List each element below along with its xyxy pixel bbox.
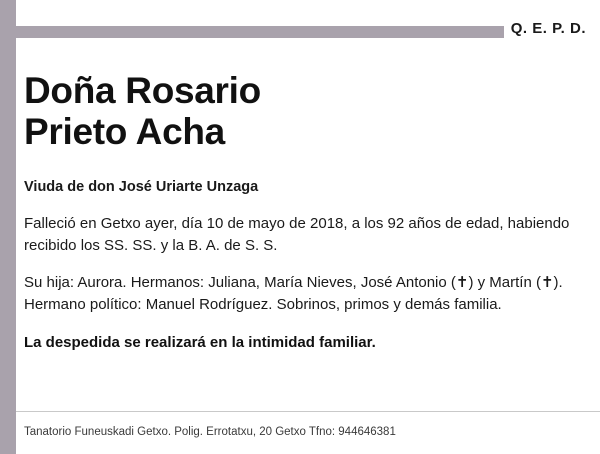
family-paragraph: Su hija: Aurora. Hermanos: Juliana, María Nieves, José Antonio (✝) y Martín (✝). Hermano político: Manuel Rodríguez. Sobrinos, primos y demás familia. (24, 274, 563, 314)
death-paragraph: Falleció en Getxo ayer, día 10 de mayo de 2018, a los 92 años de edad, habiendo recibido los SS. SS. y la B. A. de S. S. (24, 214, 570, 254)
deceased-name-line-1: Doña Rosario (24, 70, 261, 111)
funeral-home-info: Tanatorio Funeuskadi Getxo. Polig. Errotatxu, 20 Getxo Tfno: 944646381 (24, 426, 396, 438)
header-strip (16, 14, 600, 50)
obituary-content (16, 50, 600, 454)
qepd-label: Q. E. P. D. (510, 20, 586, 37)
footer-divider (16, 411, 600, 412)
deceased-name (24, 70, 586, 153)
left-mourning-band (0, 0, 16, 454)
relation-line: Viuda de don José Uriarte Unzaga (24, 178, 259, 195)
deceased-name-line-2: Prieto Acha (24, 111, 225, 153)
farewell-note: La despedida se realizará en la intimidad familiar. (24, 333, 376, 351)
header-rule (16, 26, 504, 38)
